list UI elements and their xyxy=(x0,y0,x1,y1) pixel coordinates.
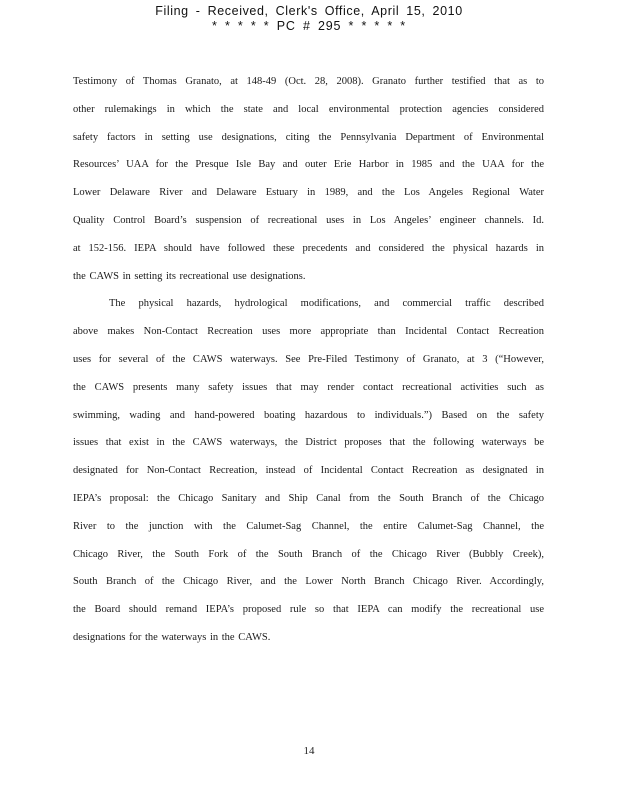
text-line: other rulemakings in which the state and local environmental protection agencies considered xyxy=(73,103,544,115)
text-line: safety factors in setting use designations, citing the Pennsylvania Department of Environmental xyxy=(73,131,544,143)
page-number: 14 xyxy=(303,745,315,757)
text-line: the Board should remand IEPA’s proposed rule so that IEPA can modify the recreational use xyxy=(73,604,544,616)
text-line: Testimony of Thomas Granato, at 148-49 (Oct. 28, 2008). Granato further testified that as to xyxy=(73,76,544,87)
text-line: the CAWS presents many safety issues that may render contact recreational activities such as xyxy=(73,381,544,393)
text-line: Resources’ UAA for the Presque Isle Bay and outer Erie Harbor in 1985 and the UAA for the xyxy=(73,159,544,171)
text-line: designations for the waterways in the CAWS. xyxy=(73,631,271,643)
text-line: Lower Delaware River and Delaware Estuary in 1989, and the Los Angeles Regional Water xyxy=(73,187,544,199)
text-line: the CAWS in setting its recreational use designations. xyxy=(73,270,306,282)
text-line: issues that exist in the CAWS waterways, the District proposes that the following waterways be xyxy=(73,437,544,449)
filing-header xyxy=(0,4,618,33)
text-line: Chicago River, the South Fork of the South Branch of the Chicago River (Bubbly Creek), xyxy=(73,548,544,560)
text-line: at 152-156. IEPA should have followed these precedents and considered the physical hazards in xyxy=(73,242,544,254)
text-line: swimming, wading and hand-powered boating hazardous to individuals.”) Based on the safety xyxy=(73,409,544,421)
text-line: above makes Non-Contact Recreation uses more appropriate than Incidental Contact Recreation xyxy=(73,326,544,338)
text-line: River to the junction with the Calumet-Sag Channel, the entire Calumet-Sag Channel, the xyxy=(73,520,544,532)
text-line: IEPA’s proposal: the Chicago Sanitary and Ship Canal from the South Branch of the Chicago xyxy=(73,492,544,504)
text-line: uses for several of the CAWS waterways. See Pre-Filed Testimony of Granato, at 3 (“However, xyxy=(73,353,544,365)
text-line: Quality Control Board’s suspension of recreational uses in Los Angeles’ engineer channels. Id. xyxy=(73,214,544,226)
paragraph-first-line: The physical hazards, hydrological modifications, and commercial traffic described xyxy=(109,298,544,310)
text-line: designated for Non-Contact Recreation, instead of Incidental Contact Recreation as designated in xyxy=(73,465,544,477)
text-line: South Branch of the Chicago River, and the Lower North Branch Chicago River. Accordingly, xyxy=(73,576,544,588)
pc-number-line: * * * * * PC # 295 * * * * * xyxy=(212,19,406,33)
filing-received-line: Filing - Received, Clerk's Office, April 15, 2010 xyxy=(155,4,463,18)
document-body xyxy=(73,68,544,652)
